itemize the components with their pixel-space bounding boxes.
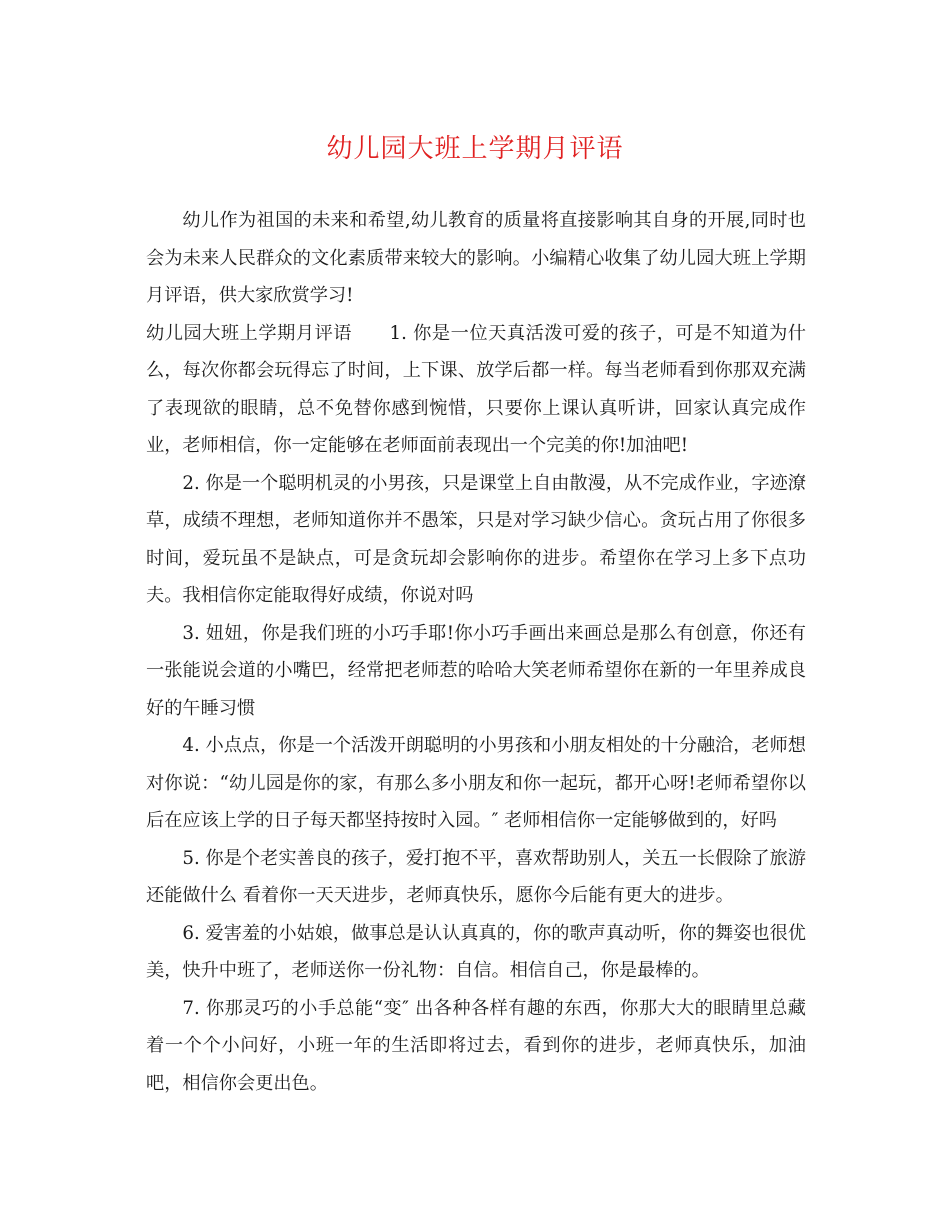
paragraph-comment-2: 2. 你是一个聪明机灵的小男孩，只是课堂上自由散漫，从不完成作业，字迹潦草，成绩不理想，老师知道你并不愚笨，只是对学习缺少信心。贪玩占用了你很多时间，爱玩虽不是缺点，可是贪玩却会影响你的进步。希望你在学习上多下点功夫。我相信你定能取得好成绩，你说对吗: [146, 472, 806, 606]
document-body: [146, 202, 806, 1102]
paragraph-intro: 幼儿作为祖国的未来和希望,幼儿教育的质量将直接影响其自身的开展,同时也会为未来人民群众的文化素质带来较大的影响。小编精心收集了幼儿园大班上学期月评语，供大家欣赏学习!: [146, 210, 806, 306]
paragraph-comment-7: 7. 你那灵巧的小手总能“变″ 出各种各样有趣的东西，你那大大的眼睛里总藏着一个个小问好，小班一年的生活即将过去，看到你的进步，老师真快乐，加油吧，相信你会更出色。: [146, 997, 806, 1094]
paragraph-comment-4: 4. 小点点，你是一个活泼开朗聪明的小男孩和小朋友相处的十分融洽，老师想对你说：“幼儿园是你的家，有那么多小朋友和你一起玩，都开心呀!老师希望你以后在应该上学的日子每天都坚持按时入园。″ 老师相信你一定能够做到的，好吗: [146, 735, 806, 831]
paragraph-comment-3: 3. 妞妞，你是我们班的小巧手耶!你小巧手画出来画总是那么有创意，你还有一张能说会道的小嘴巴，经常把老师惹的哈哈大笑老师希望你在新的一年里养成良好的午睡习惯: [146, 622, 806, 719]
paragraph-comment-5: 5. 你是个老实善良的孩子，爱打抱不平，喜欢帮助别人，关五一长假除了旅游 还能做什么 看着你一天天进步，老师真快乐，愿你今后能有更大的进步。: [146, 847, 806, 906]
paragraph-comment-1: 幼儿园大班上学期月评语 1. 你是一位天真活泼可爱的孩子，可是不知道为什么，每次你都会玩得忘了时间，上下课、放学后都一样。每当老师看到你那双充满了表现欲的眼睛，总不免替你感到惋惜，只要你上课认真听讲，回家认真完成作业，老师相信，你一定能够在老师面前表现出一个完美的你!加油吧!: [146, 322, 806, 456]
paragraph-comment-6: 6. 爱害羞的小姑娘，做事总是认认真真的，你的歌声真动听，你的舞姿也很优美，快升中班了，老师送你一份礼物：自信。相信自己，你是最棒的。: [146, 922, 806, 981]
document-title: 幼儿园大班上学期月评语: [326, 134, 624, 164]
